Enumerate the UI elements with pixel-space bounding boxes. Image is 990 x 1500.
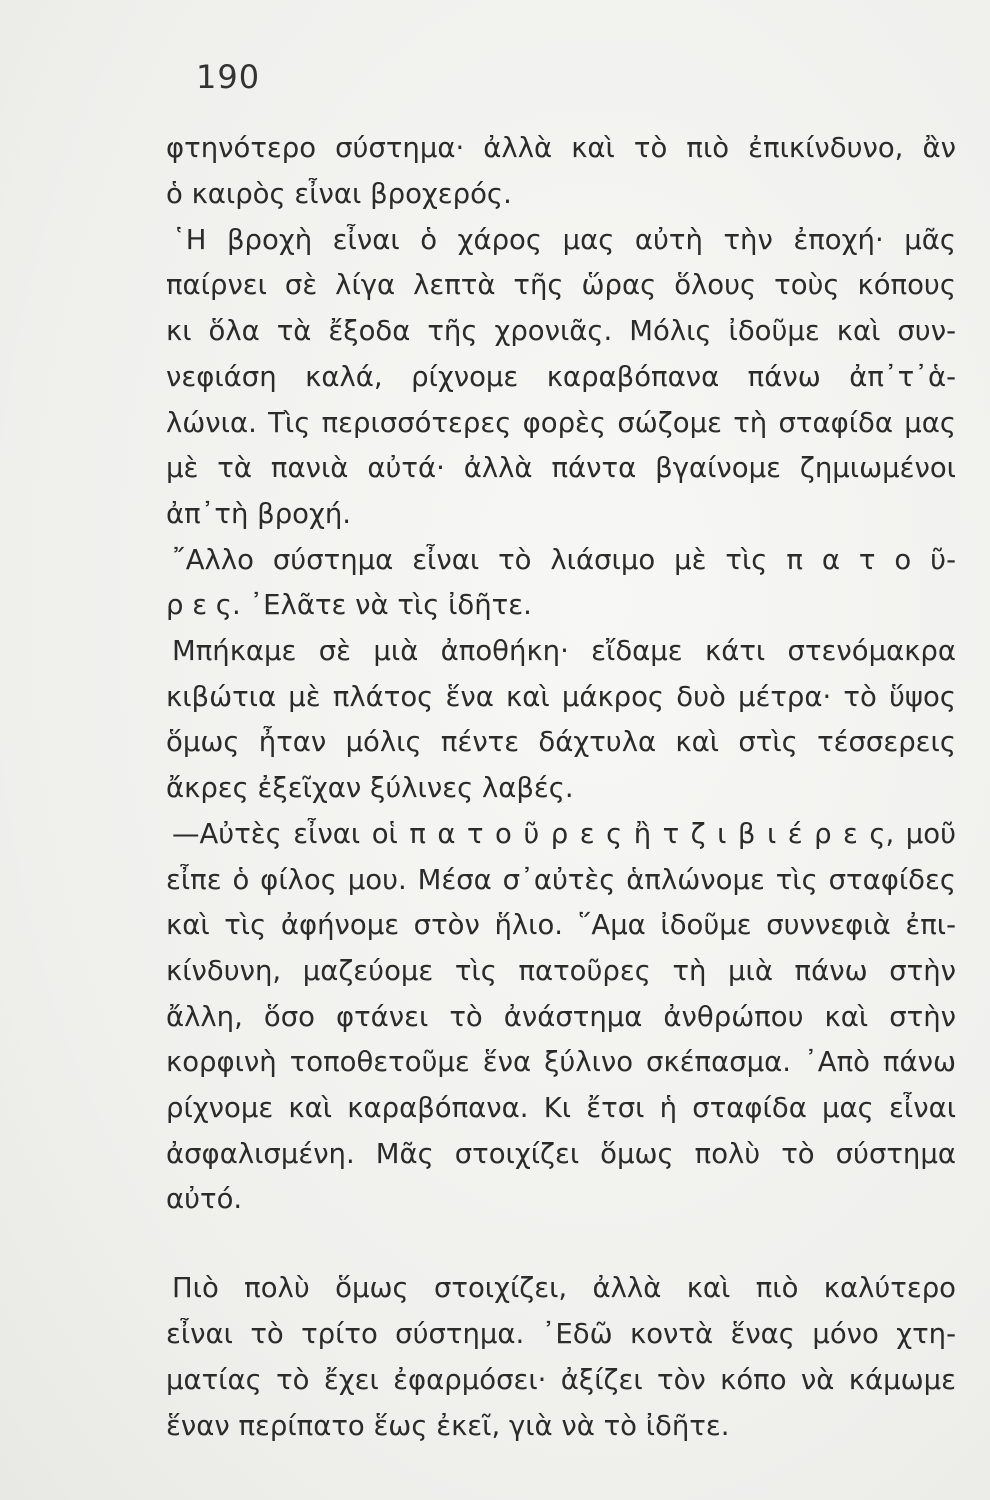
text-line: νεφιάση καλά, ρίχνομε καραβόπανα πάνω ἀπ᾿τ᾿ἁ-: [166, 361, 956, 393]
text-line: ρίχνομε καὶ καραβόπανα. Κι ἔτσι ἡ σταφίδα μας εἶναι: [166, 1092, 956, 1124]
text-line: κίνδυνη, μαζεύομε τὶς πατοῦρες τὴ μιὰ πάνω στὴν: [166, 955, 956, 987]
text-line: κι ὅλα τὰ ἔξοδα τῆς χρονιᾶς. Μόλις ἰδοῦμε καὶ συν-: [166, 315, 956, 347]
text-line: κορφινὴ τοποθετοῦμε ἕνα ξύλινο σκέπασμα. ᾿Απὸ πάνω: [166, 1046, 956, 1078]
text-line: καὶ τὶς ἀφήνομε στὸν ἥλιο. ῞Αμα ἰδοῦμε συννεφιὰ ἐπι-: [166, 909, 956, 941]
text-line: ἄκρες ἐξεῖχαν ξύλινες λαβές.: [166, 772, 574, 804]
text-line: αὐτό.: [166, 1183, 243, 1215]
text-line: ρ ε ς. ᾿Ελᾶτε νὰ τὶς ἰδῆτε.: [166, 589, 532, 621]
text-line: ἕναν περίπατο ἕως ἐκεῖ, γιὰ νὰ τὸ ἰδῆτε.: [166, 1410, 730, 1442]
text-line: ὅμως ἦταν μόλις πέντε δάχτυλα καὶ στὶς τέσσερεις: [166, 726, 956, 758]
text-line: λώνια. Τὶς περισσότερες φορὲς σώζομε τὴ σταφίδα μας: [166, 407, 956, 439]
text-line: κιβώτια μὲ πλάτος ἕνα καὶ μάκρος δυὸ μέτρα· τὸ ὕψος: [166, 681, 956, 713]
page-number: 190: [196, 58, 261, 96]
text-line: —Αὐτὲς εἶναι οἱ π α τ ο ῦ ρ ε ς ἢ τ ζ ι β ι έ ρ ε ς, μοῦ: [172, 818, 956, 850]
text-line: Μπήκαμε σὲ μιὰ ἀποθήκη· εἴδαμε κάτι στενόμακρα: [172, 635, 956, 667]
text-line: εἶπε ὁ φίλος μου. Μέσα σ᾿αὐτὲς ἁπλώνομε τὶς σταφίδες: [166, 864, 956, 896]
text-line: εἶναι τὸ τρίτο σύστημα. ᾿Εδῶ κοντὰ ἕνας μόνο χτη-: [166, 1318, 956, 1350]
text-line: ἀσφαλισμένη. Μᾶς στοιχίζει ὅμως πολὺ τὸ σύστημα: [166, 1138, 956, 1170]
text-line: ματίας τὸ ἔχει ἐφαρμόσει· ἀξίζει τὸν κόπο νὰ κάμωμε: [166, 1364, 956, 1396]
text-line: μὲ τὰ πανιὰ αὐτά· ἀλλὰ πάντα βγαίνομε ζημιωμένοι: [166, 452, 956, 484]
text-line: ῾Η βροχὴ εἶναι ὁ χάρος μας αὐτὴ τὴν ἐποχή· μᾶς: [172, 224, 956, 256]
text-line: Πιὸ πολὺ ὅμως στοιχίζει, ἀλλὰ καὶ πιὸ καλύτερο: [172, 1272, 956, 1304]
text-line: ὁ καιρὸς εἶναι βροχερός.: [166, 178, 512, 210]
text-line: φτηνότερο σύστημα· ἀλλὰ καὶ τὸ πιὸ ἐπικίνδυνο, ἂν: [166, 132, 956, 164]
text-line: ῎Αλλο σύστημα εἶναι τὸ λιάσιμο μὲ τὶς π α τ ο ῦ-: [172, 544, 956, 576]
text-line: ἀπ᾿τὴ βροχή.: [166, 498, 352, 530]
text-line: ἄλλη, ὅσο φτάνει τὸ ἀνάστημα ἀνθρώπου καὶ στὴν: [166, 1001, 956, 1033]
text-line: παίρνει σὲ λίγα λεπτὰ τῆς ὥρας ὅλους τοὺς κόπους: [166, 269, 956, 301]
